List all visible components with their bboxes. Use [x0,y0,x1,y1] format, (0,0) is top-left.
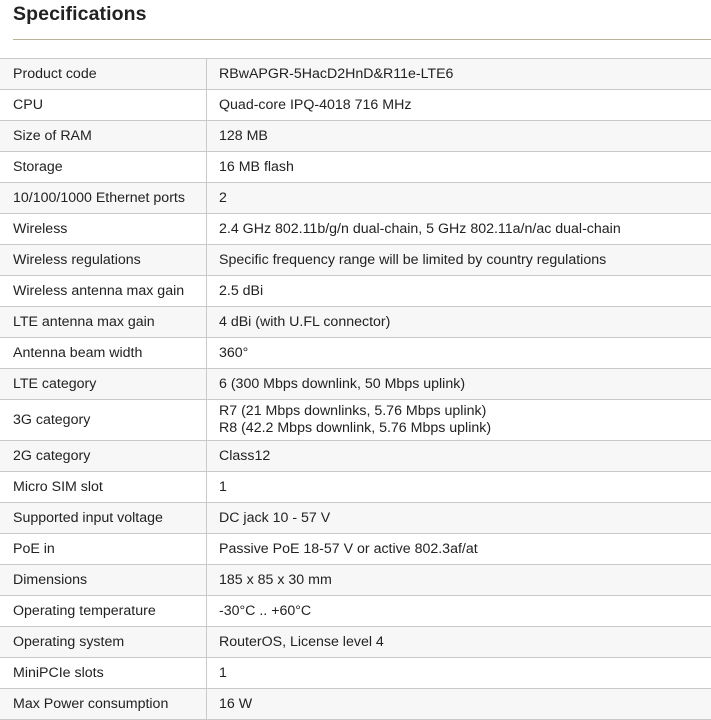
spec-label: LTE category [0,369,207,399]
spec-label: 3G category [0,400,207,440]
spec-value-line: -30°C .. +60°C [219,602,312,619]
spec-row [0,689,711,720]
spec-row [0,472,711,503]
spec-row [0,276,711,307]
spec-row [0,183,711,214]
spec-label: Max Power consumption [0,689,207,719]
spec-label: Size of RAM [0,121,207,151]
spec-label: Antenna beam width [0,338,207,368]
spec-label: CPU [0,90,207,120]
spec-value [207,634,384,651]
spec-label: Wireless regulations [0,245,207,275]
spec-value [207,403,491,437]
spec-row [0,152,711,183]
spec-value-line: R8 (42.2 Mbps downlink, 5.76 Mbps uplink) [219,420,492,436]
spec-label: Micro SIM slot [0,472,207,502]
spec-value [207,66,453,83]
spec-value-line: 360° [219,344,249,361]
spec-value [207,128,268,145]
spec-value-line: 6 (300 Mbps downlink, 50 Mbps uplink) [219,375,466,392]
title-divider [13,39,711,40]
spec-row [0,121,711,152]
spec-label: Dimensions [0,565,207,595]
spec-value-line: RBwAPGR-5HacD2HnD&R11e-LTE6 [219,65,454,82]
spec-value-line: 2 [219,189,227,206]
spec-row [0,627,711,658]
spec-value-line: 2.5 dBi [219,282,264,299]
spec-label: 10/100/1000 Ethernet ports [0,183,207,213]
spec-value [207,603,311,620]
spec-row [0,90,711,121]
spec-value-line: Class12 [219,447,271,464]
spec-row [0,245,711,276]
spec-value [207,252,606,269]
spec-value [207,665,227,682]
spec-row [0,58,711,90]
spec-value-line: 185 x 85 x 30 mm [219,571,332,588]
spec-value-line: 4 dBi (with U.FL connector) [219,313,391,330]
spec-row [0,441,711,472]
spec-value [207,190,227,207]
page-title: Specifications [13,3,147,25]
spec-value [207,572,332,589]
spec-value [207,221,621,238]
spec-label: PoE in [0,534,207,564]
spec-value [207,376,465,393]
spec-value-line: DC jack 10 - 57 V [219,509,331,526]
spec-row [0,369,711,400]
spec-value-line: 1 [219,664,227,681]
spec-value-line: 1 [219,478,227,495]
spec-row [0,400,711,441]
spec-value-line: 16 W [219,695,253,712]
spec-value [207,345,248,362]
spec-value-line: 128 MB [219,127,268,144]
spec-row [0,596,711,627]
spec-label: Wireless antenna max gain [0,276,207,306]
spec-label: Operating temperature [0,596,207,626]
spec-label: 2G category [0,441,207,471]
spec-value [207,97,411,114]
spec-row [0,307,711,338]
spec-row [0,503,711,534]
spec-row [0,534,711,565]
specifications-table [0,58,711,720]
spec-label: Supported input voltage [0,503,207,533]
spec-label: Operating system [0,627,207,657]
spec-row [0,565,711,596]
spec-value [207,283,263,300]
spec-value-line: R7 (21 Mbps downlinks, 5.76 Mbps uplink) [219,403,487,419]
spec-value [207,510,330,527]
spec-label: Wireless [0,214,207,244]
spec-value-line: Passive PoE 18-57 V or active 802.3af/at [219,540,478,557]
spec-value [207,541,478,558]
spec-label: MiniPCIe slots [0,658,207,688]
spec-value-line: RouterOS, License level 4 [219,633,384,650]
spec-row [0,658,711,689]
spec-value-line: 16 MB flash [219,158,294,175]
spec-row [0,338,711,369]
spec-value-line: 2.4 GHz 802.11b/g/n dual-chain, 5 GHz 802.11a/n/ac dual-chain [219,220,621,237]
spec-value [207,448,270,465]
spec-label: Storage [0,152,207,182]
spec-value [207,479,227,496]
spec-value [207,159,294,176]
spec-row [0,214,711,245]
spec-label: LTE antenna max gain [0,307,207,337]
spec-label: Product code [0,59,207,89]
spec-value [207,696,252,713]
spec-value-line: Quad-core IPQ-4018 716 MHz [219,96,412,113]
spec-value [207,314,390,331]
spec-value-line: Specific frequency range will be limited by country regulations [219,251,607,268]
